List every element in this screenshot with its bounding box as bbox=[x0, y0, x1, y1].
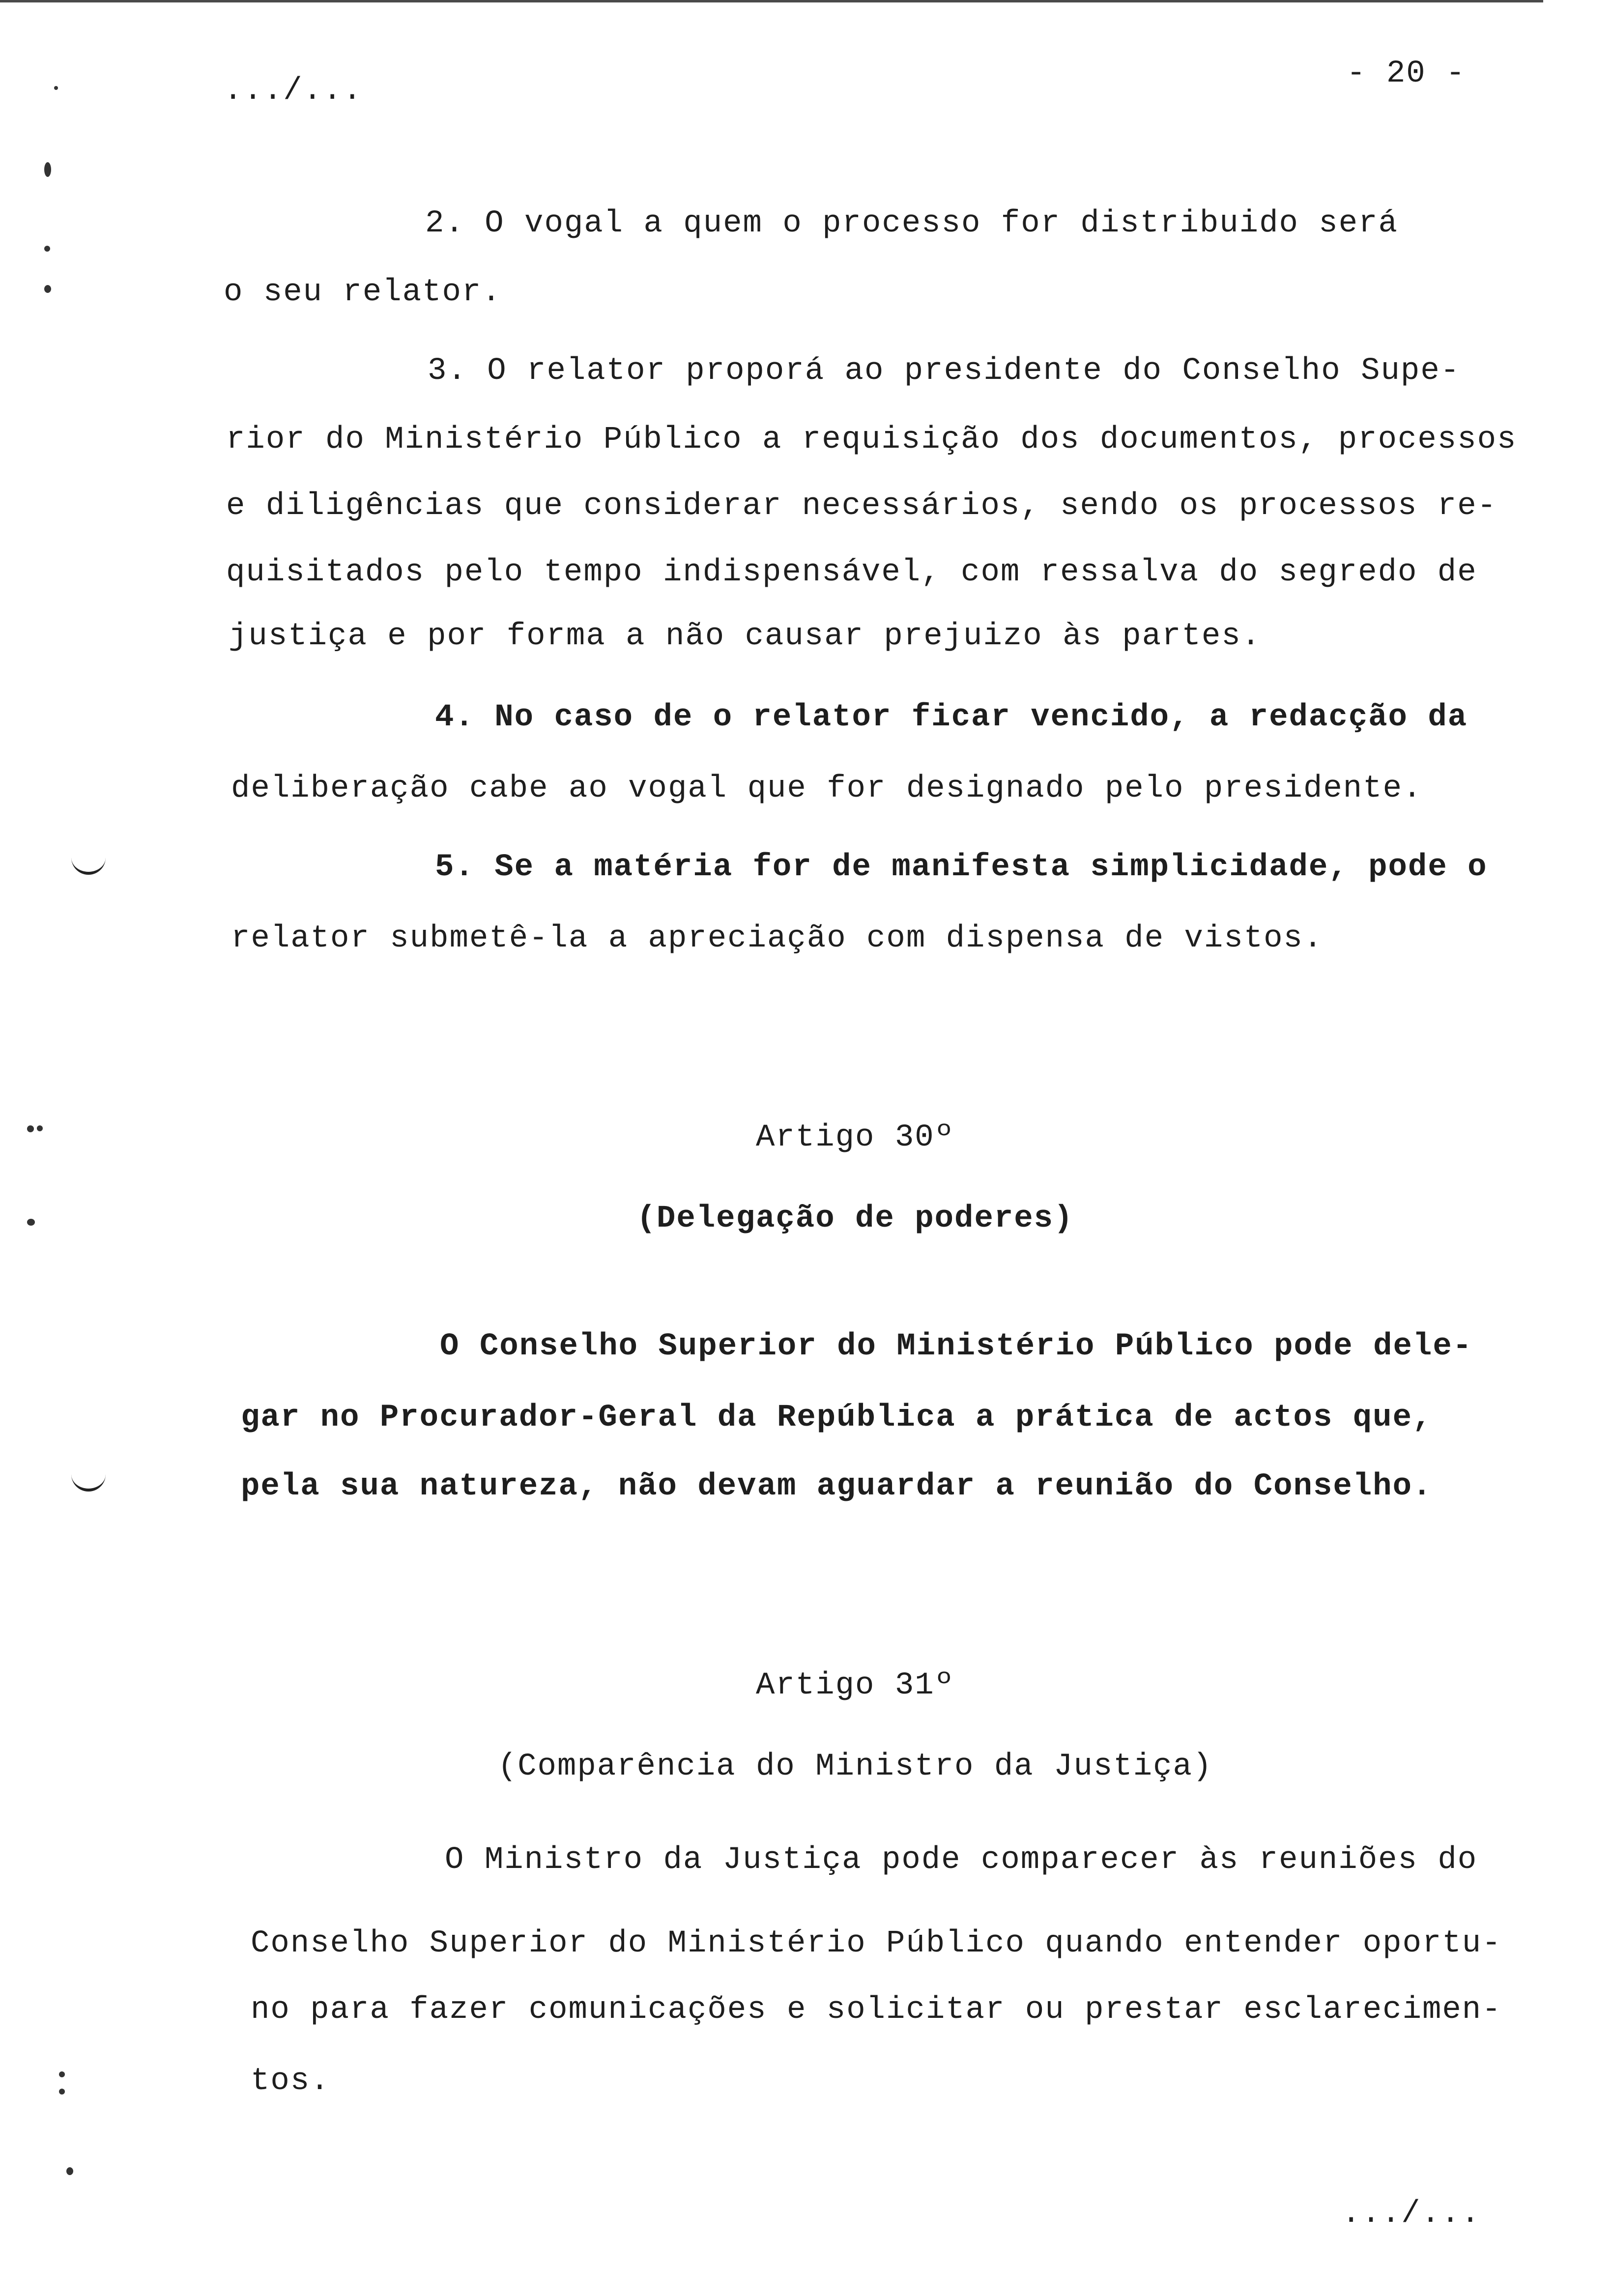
paragraph-3-line-3: e diligências que considerar necessários, sendo os processos re- bbox=[226, 488, 1497, 524]
article-31-heading: Artigo 31º bbox=[755, 1668, 955, 1703]
scan-mark bbox=[27, 1125, 34, 1132]
paragraph-5-line-2: relator submetê-la a apreciação com dispensa de vistos. bbox=[231, 921, 1324, 956]
continuation-mark-bottom: .../... bbox=[1342, 2196, 1481, 2232]
article-30-body-line-1: O Conselho Superior do Ministério Público pode dele- bbox=[440, 1329, 1473, 1364]
scan-mark bbox=[44, 162, 51, 177]
paragraph-3-line-5: justiça e por forma a não causar prejuizo às partes. bbox=[229, 619, 1262, 654]
article-31-body-line-4: tos. bbox=[251, 2064, 330, 2099]
scan-mark bbox=[37, 1125, 43, 1131]
article-31-body-line-1: O Ministro da Justiça pode comparecer às reuniões do bbox=[445, 1842, 1478, 1878]
article-31-body-line-3: no para fazer comunicações e solicitar ou prestar esclarecimen- bbox=[251, 1992, 1502, 2028]
paragraph-3-line-2: rior do Ministério Público a requisição dos documentos, processos bbox=[226, 422, 1517, 458]
continuation-mark-top: .../... bbox=[224, 73, 363, 109]
top-rule bbox=[0, 0, 1543, 2]
scan-mark bbox=[66, 2167, 73, 2175]
paragraph-3-line-4: quisitados pelo tempo indispensável, com ressalva do segredo de bbox=[226, 555, 1477, 590]
scan-mark bbox=[44, 246, 50, 252]
article-30-heading: Artigo 30º bbox=[755, 1120, 955, 1155]
scan-mark bbox=[44, 285, 51, 293]
punch-hole-mark bbox=[71, 1472, 106, 1492]
scan-mark bbox=[27, 1219, 35, 1226]
article-30-subheading: (Delegação de poderes) bbox=[636, 1201, 1074, 1236]
paragraph-2-line-1: 2. O vogal a quem o processo for distribuido será bbox=[425, 206, 1398, 241]
article-31-body-line-2: Conselho Superior do Ministério Público quando entender oportu- bbox=[251, 1926, 1502, 1961]
paragraph-3-line-1: 3. O relator proporá ao presidente do Conselho Supe- bbox=[428, 353, 1461, 389]
paragraph-5-line-1: 5. Se a matéria for de manifesta simplicidade, pode o bbox=[435, 850, 1488, 885]
paragraph-4-line-1: 4. No caso de o relator ficar vencido, a redacção da bbox=[435, 700, 1468, 735]
scan-mark bbox=[54, 86, 58, 90]
scan-mark bbox=[59, 2089, 65, 2095]
paragraph-2-line-2: o seu relator. bbox=[224, 275, 502, 310]
page-number: - 20 - bbox=[1347, 56, 1466, 91]
punch-hole-mark bbox=[71, 855, 106, 875]
scan-mark bbox=[59, 2071, 65, 2077]
paragraph-4-line-2: deliberação cabe ao vogal que for designado pelo presidente. bbox=[231, 771, 1423, 806]
article-31-subheading: (Comparência do Ministro da Justiça) bbox=[497, 1749, 1213, 1784]
article-30-body-line-3: pela sua natureza, não devam aguardar a reunião do Conselho. bbox=[241, 1469, 1433, 1504]
article-30-body-line-2: gar no Procurador-Geral da República a prática de actos que, bbox=[241, 1400, 1433, 1435]
